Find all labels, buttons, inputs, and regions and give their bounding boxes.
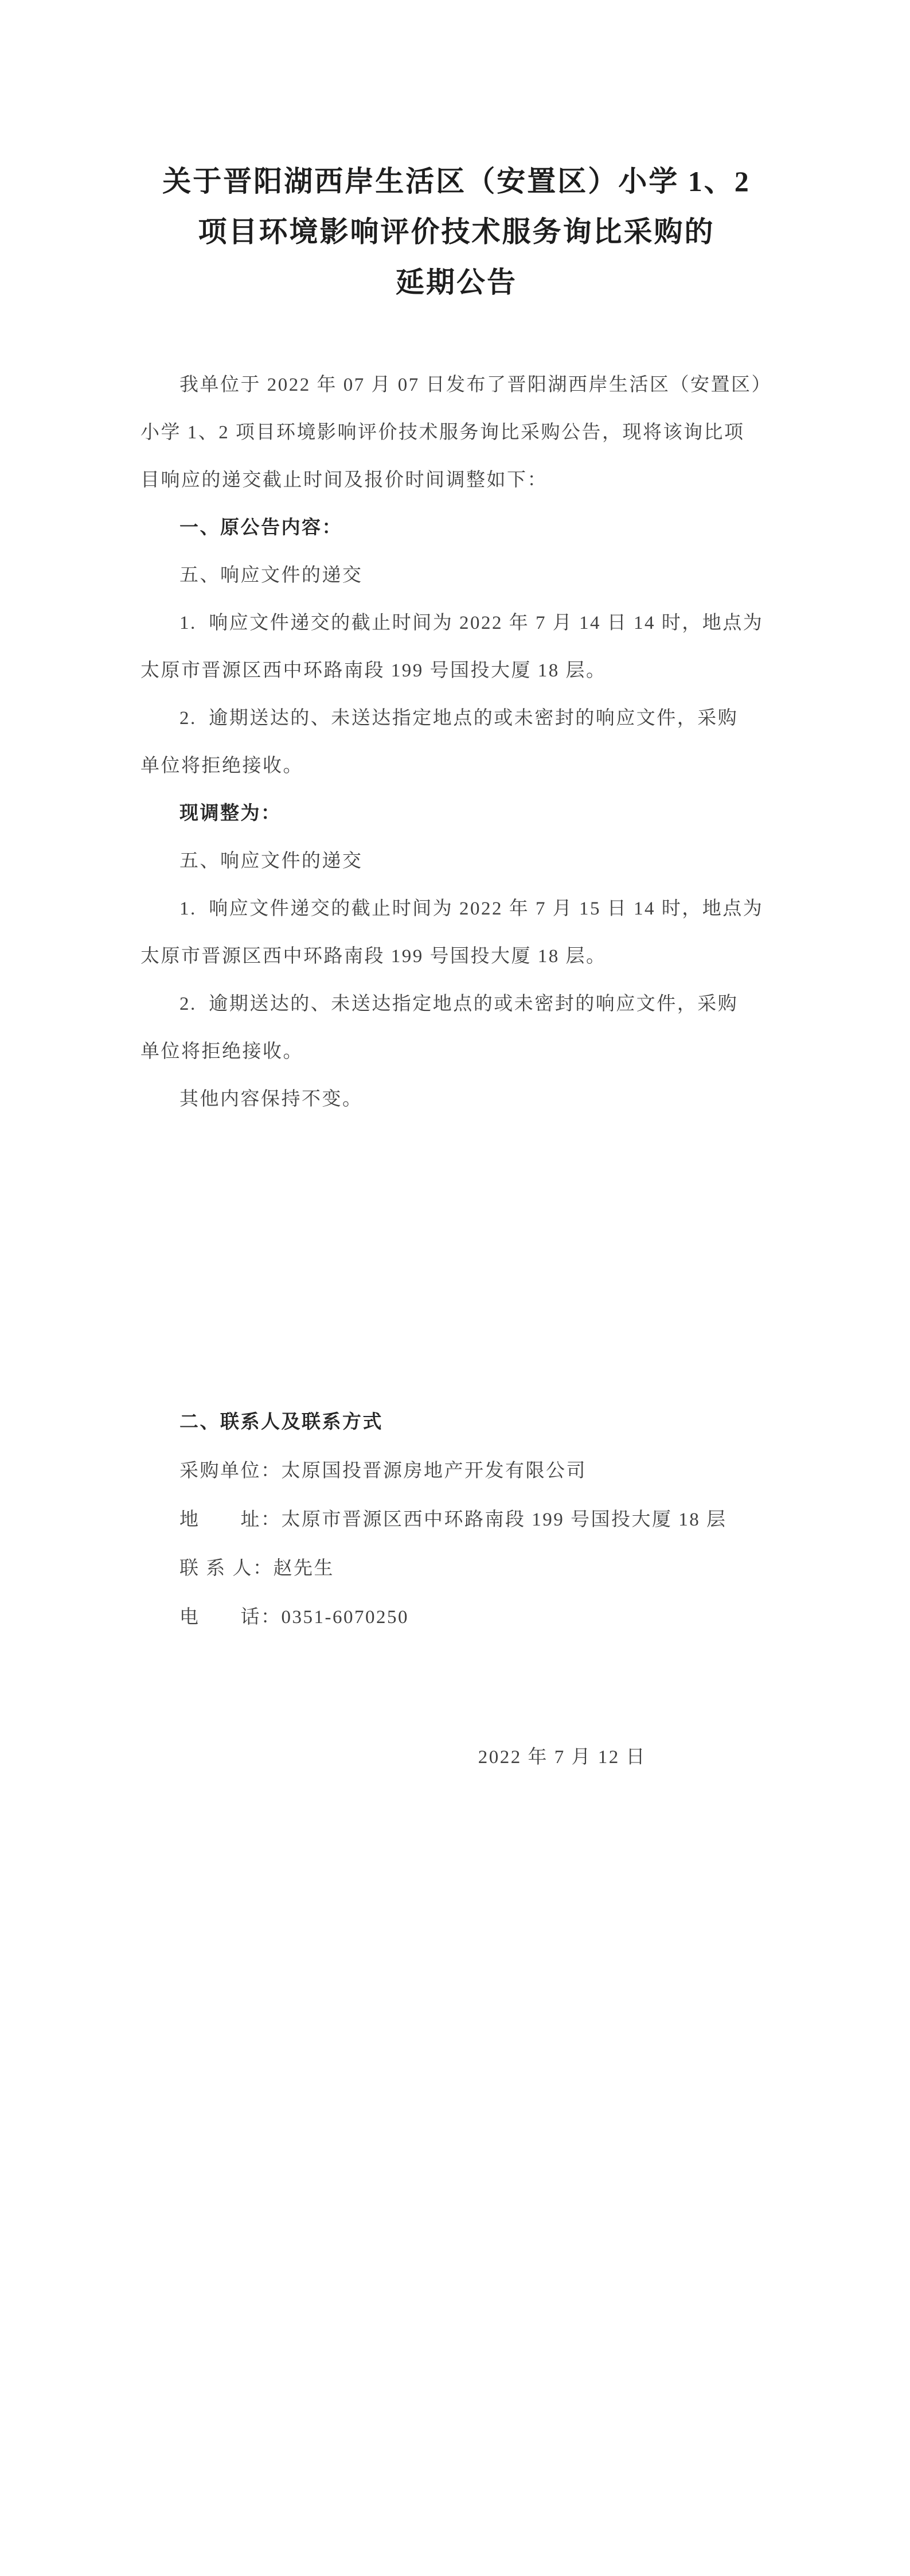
contact-purchaser: 采购单位：太原国投晋源房地产开发有限公司 [179,1461,587,1481]
original-item-2-line: 2. 逾期送达的、未送达指定地点的或未密封的响应文件，采购 [179,708,739,729]
original-item-1-line: 太原市晋源区西中环路南段 199 号国投大厦 18 层。 [140,660,607,681]
section-heading-adjusted: 现调整为： [179,803,282,824]
contact-phone: 电 话：0351-6070250 [179,1607,409,1628]
blank-gap [140,1123,772,1398]
adjusted-subheading: 五、响应文件的递交 [179,851,363,871]
announcement-document [140,0,772,1781]
intro-line: 我单位于 2022 年 07 月 07 日发布了晋阳湖西岸生活区（安置区） [179,375,772,395]
adjusted-item-2-line: 单位将拒绝接收。 [140,1041,303,1062]
original-subheading: 五、响应文件的递交 [179,565,363,586]
blank-gap [140,1642,772,1734]
intro-line: 目响应的递交截止时间及报价时间调整如下： [140,470,548,491]
contact-person: 联 系 人：赵先生 [179,1558,334,1579]
contact-address: 地 址：太原市晋源区西中环路南段 199 号国投大厦 18 层 [179,1509,727,1530]
document-body [140,361,772,1781]
section-heading-original: 一、原公告内容： [179,517,342,538]
original-item-1-line: 1. 响应文件递交的截止时间为 2022 年 7 月 14 日 14 时，地点为 [179,613,764,633]
document-title [140,0,772,308]
document-title-line-1: 关于晋阳湖西岸生活区（安置区）小学 1、2 [162,165,751,197]
document-title-line-3: 延期公告 [396,266,517,298]
intro-line: 小学 1、2 项目环境影响评价技术服务询比采购公告，现将该询比项 [140,422,745,443]
document-title-line-2: 项目环境影响评价技术服务询比采购的 [198,216,715,248]
original-item-2-line: 单位将拒绝接收。 [140,756,303,776]
section-heading-contact: 二、联系人及联系方式 [179,1412,383,1433]
closing-line: 其他内容保持不变。 [179,1089,363,1110]
adjusted-item-1-line: 太原市晋源区西中环路南段 199 号国投大厦 18 层。 [140,946,607,967]
adjusted-item-2-line: 2. 逾期送达的、未送达指定地点的或未密封的响应文件，采购 [179,994,739,1014]
document-date: 2022 年 7 月 12 日 [478,1747,646,1768]
adjusted-item-1-line: 1. 响应文件递交的截止时间为 2022 年 7 月 15 日 14 时，地点为 [179,898,764,919]
